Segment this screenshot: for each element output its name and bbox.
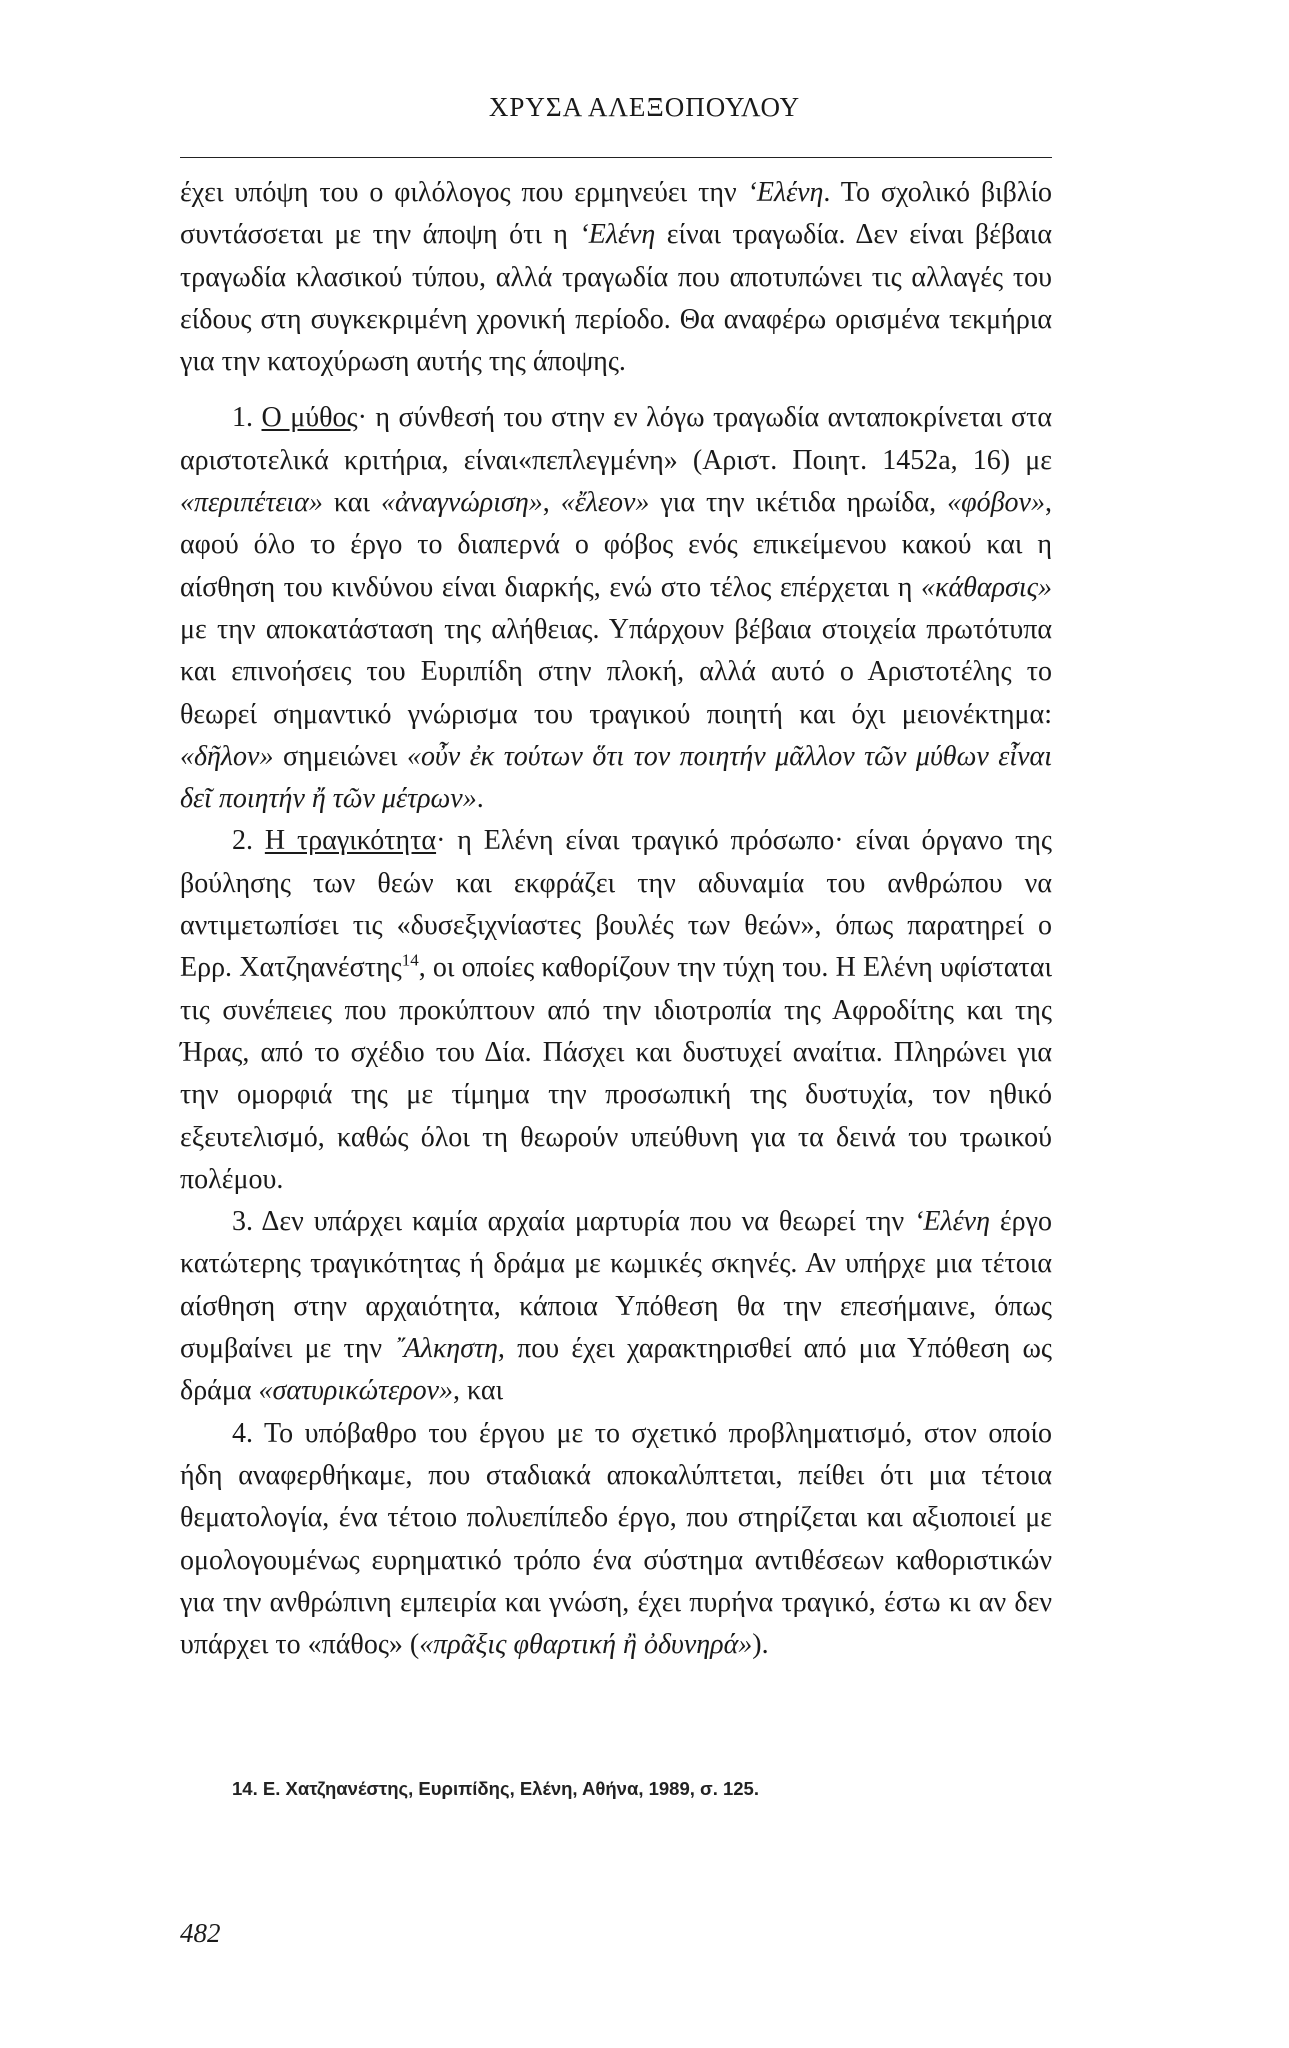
running-header: ΧΡΥΣΑ ΑΛΕΞΟΠΟΥΛΟΥ bbox=[488, 92, 801, 122]
footnote: 14. Ε. Χατζηανέστης, Ευριπίδης, Ελένη, Αθήνα, 1989, σ. 125. bbox=[232, 1778, 759, 1799]
heading-tragic: Η τραγικότητα bbox=[264, 825, 437, 857]
paragraph-3: 3. Δεν υπάρχει καμία αρχαία μαρτυρία που να θεωρεί την ‘Ελένη έργο κατώτερης τραγικότητας ή δράμα με κωμικές σκηνές. Αν υπήρχε μια τέτοια αίσθηση στην αρχαιότητα, κάποια Υπόθεση θα την επεσήμαινε, όπως συμβαίνει με την ῎Αλκηστη, που έχει χαρακτηρισθεί από μια Υπόθεση ως δράμα «σατυρικώτερον», και bbox=[180, 1206, 1053, 1407]
page-number: 482 bbox=[180, 1918, 221, 1948]
intro-paragraph: έχει υπόψη του ο φιλόλογος που ερμηνεύει την ‘Ελένη. Το σχολικό βιβλίο συντάσσεται με την άποψη ότι η ‘Ελένη είναι τραγωδία. Δεν είναι βέβαια τραγωδία κλασικού τύπου, αλλά τραγωδία που αποτυπώνει τις αλλαγές του είδους στη συγκεκριμένη χρονική περίοδο. Θα αναφέρω ορισμένα τεκμήρια για την κατοχύρωση αυτής της άποψης. bbox=[180, 177, 1052, 378]
header-rule bbox=[180, 157, 1052, 158]
heading-myth: Ο μύθος bbox=[261, 402, 358, 434]
footnote-ref: 14 bbox=[401, 951, 419, 971]
paragraph-1: 1. Ο μύθος· η σύνθεσή του στην εν λόγω τραγωδία ανταποκρίνεται στα αριστοτελικά κριτήρια, είναι«πεπλεγμένη» (Αριστ. Ποιητ. 1452a, 16) με «περιπέτεια» και «ἀναγνώριση», «ἔλεον» για την ικέτιδα ηρωίδα, «φόβον», αφού όλο το έργο το διαπερνά ο φόβος ενός επικείμενου κακού και η αίσθηση του κινδύνου είναι διαρκής, ενώ στο τέλος επέρχεται η «κάθαρσις» με την αποκατάσταση της αλήθειας. Υπάρχουν βέβαια στοιχεία πρωτότυπα και επινοήσεις του Ευριπίδη στην πλοκή, αλλά αυτό ο Αριστοτέλης το θεωρεί σημαντικό γνώρισμα του τραγικού ποιητή και όχι μειονέκτημα: «δῆλον» σημειώνει «οὖν ἐκ τούτων ὅτι τον ποιητήν μᾶλλον τῶν μύθων εἶναι δεῖ ποιητήν ἤ τῶν μέτρων». bbox=[180, 402, 1053, 815]
body-text bbox=[180, 172, 1052, 1666]
paragraph-2: 2. Η τραγικότητα· η Ελένη είναι τραγικό πρόσωπο· είναι όργανο της βούλησης των θεών και εκφράζει την αδυναμία του ανθρώπου να αντιμετωπίσει τις «δυσεξιχνίαστες βουλές των θεών», όπως παρατηρεί ο Ερρ. Χατζηανέστης$^{14}$, οι οποίες καθορίζουν την τύχη του. Η Ελένη υφίσταται τις συνέπειες που προκύπτουν από την ιδιοτροπία της Αφροδίτης και της Ήρας, από το σχέδιο του Δία. Πάσχει και δυστυχεί αναίτια. Πληρώνει για την ομορφιά της με τίμημα την προσωπική της δυστυχία, τον ηθικό εξευτελισμό, καθώς όλοι τη θεωρούν υπεύθυνη για τα δεινά του τρωικού πολέμου. bbox=[180, 825, 1053, 1195]
paragraph-4: 4. Το υπόβαθρο του έργου με το σχετικό προβληματισμό, στον οποίο ήδη αναφερθήκαμε, που σταδιακά αποκαλύπτεται, πείθει ότι μια τέτοια θεματολογία, ένα τέτοιο πολυεπίπεδο έργο, που στηρίζεται και αξιοποιεί με ομολογουμένως ευρηματικό τρόπο ένα σύστημα αντιθέσεων καθοριστικών για την ανθρώπινη εμπειρία και γνώση, έχει πυρήνα τραγικό, έστω κι αν δεν υπάρχει το «πάθος» («πρᾶξις φθαρτική ἢ ὀδυνηρά»). bbox=[180, 1417, 1052, 1661]
